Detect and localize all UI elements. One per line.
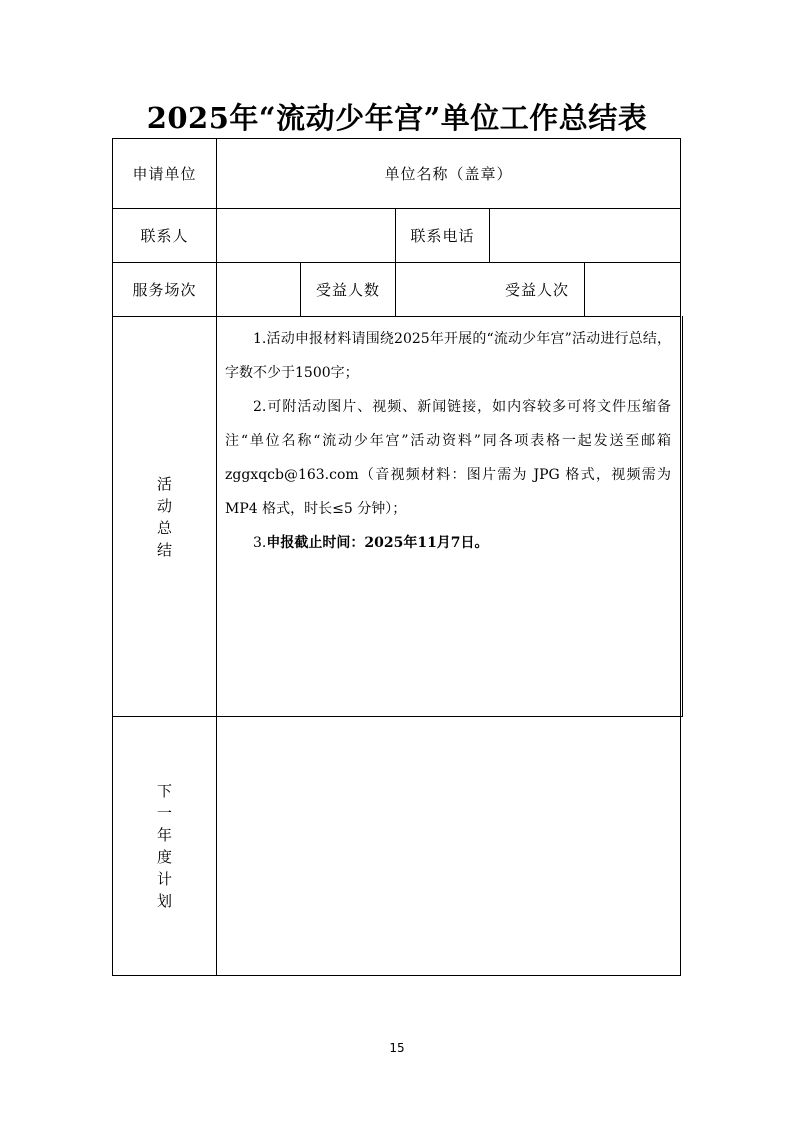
contact-phone-label: 联系电话 (410, 227, 475, 245)
label-char: 结 (156, 540, 172, 559)
note-number: 3. (253, 535, 267, 551)
table-border-right (680, 716, 681, 976)
table-border-right-offset (682, 316, 683, 717)
service-sessions-label: 服务场次 (132, 281, 197, 299)
beneficiaries-count-field[interactable] (396, 263, 489, 316)
contact-phone-field[interactable] (490, 209, 680, 262)
beneficiary-visits-field[interactable] (585, 263, 680, 316)
table-border-bottom (112, 975, 681, 976)
label-char: 活 (156, 474, 172, 493)
instruction-note-3 (225, 526, 671, 560)
beneficiary-visits-label: 受益人次 (504, 281, 569, 299)
activity-summary-field[interactable] (225, 322, 671, 560)
table-border-right (680, 138, 681, 716)
service-sessions-field[interactable] (217, 263, 300, 316)
label-char: 总 (156, 518, 172, 537)
instruction-note-1: 1.活动申报材料请围绕2025年开展的“流动少年宫”活动进行总结，字数不少于1500字； (225, 331, 671, 381)
contact-person-field[interactable] (217, 209, 395, 262)
label-char: 计 (156, 870, 172, 888)
contact-person-label: 联系人 (140, 227, 189, 245)
deadline-text: 申报截止时间：2025年11月7日。 (266, 535, 489, 551)
activity-summary-label (113, 317, 216, 716)
label-char: 一 (156, 804, 172, 822)
applicant-unit-label: 申请单位 (132, 165, 197, 183)
page-number: 15 (389, 1041, 405, 1055)
document-title: 2025年“流动少年宫”单位工作总结表 (146, 101, 648, 135)
label-char: 年 (156, 826, 172, 844)
label-char: 划 (156, 892, 172, 910)
label-char: 下 (156, 782, 172, 800)
next-year-plan-label (113, 717, 216, 975)
unit-name-field[interactable]: 单位名称（盖章） (384, 165, 513, 183)
beneficiaries-count-label: 受益人数 (315, 281, 380, 299)
next-year-plan-field[interactable] (217, 717, 680, 975)
label-char: 度 (156, 848, 172, 866)
instruction-note-2: 2.可附活动图片、视频、新闻链接，如内容较多可将文件压缩备注“单位名称“流动少年宫”活动资料”同各项表格一起发送至邮箱zggxqcb@163.com（音视频材料：图片需为 JPG 格式，视频需为 MP4 格式，时长≤5 分钟）； (225, 399, 671, 517)
label-char: 动 (156, 496, 172, 515)
